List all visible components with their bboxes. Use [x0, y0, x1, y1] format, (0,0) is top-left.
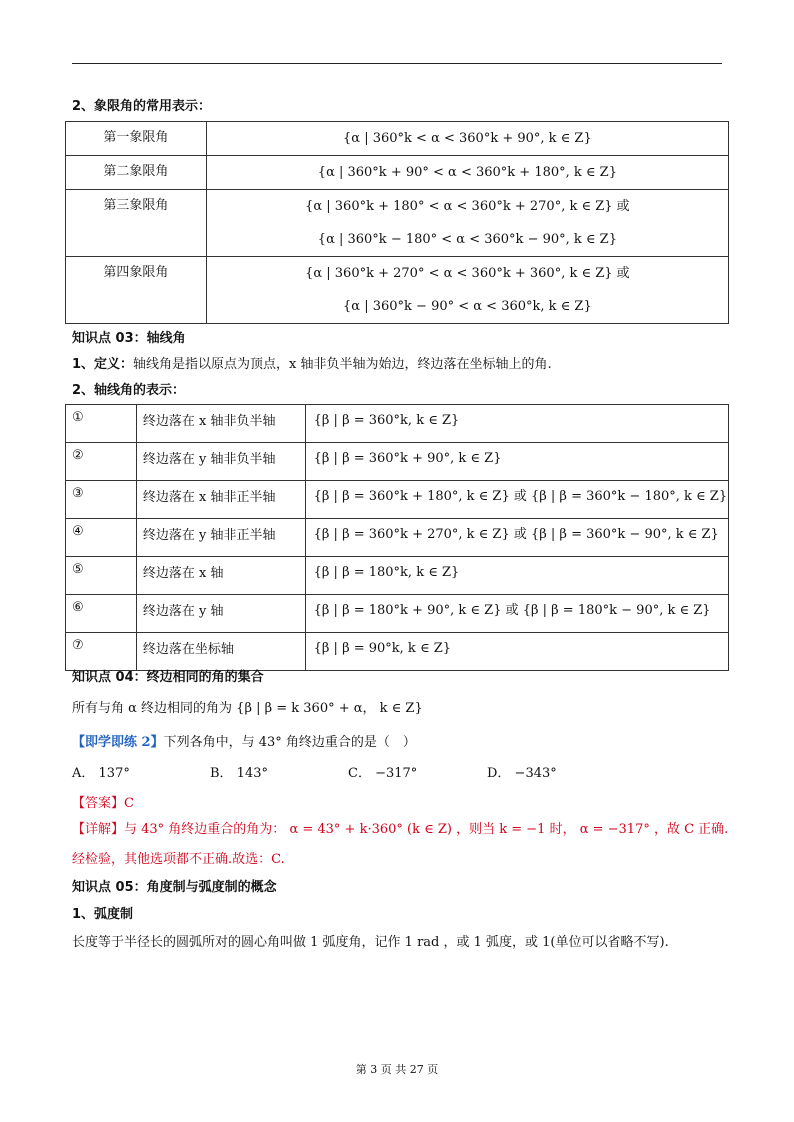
- kp05-title: 知识点 05：角度制与弧度制的概念: [72, 880, 277, 895]
- option-c: C． −317°: [348, 766, 418, 781]
- row-description: 终边落在坐标轴: [136, 633, 305, 671]
- row-set: {β | β = 360°k, k ∈ Z}: [305, 405, 728, 443]
- option-a: A． 137°: [72, 766, 130, 781]
- table-row: [66, 633, 729, 671]
- table-row: [66, 519, 729, 557]
- row-description: 终边落在 y 轴: [136, 595, 305, 633]
- row-number: ③: [66, 481, 137, 519]
- kp04-text: 所有与角 α 终边相同的角为 {β | β = k 360° + α， k ∈ Z}: [72, 701, 423, 716]
- detail-line-2: 经检验，其他选项都不正确.故选：C.: [72, 852, 285, 867]
- kp03-def-label: 1、定义：: [72, 357, 134, 372]
- answer-line: 【答案】C: [72, 796, 134, 811]
- row-number: ⑥: [66, 595, 137, 633]
- table-row: [66, 257, 729, 324]
- table-row: [66, 156, 729, 190]
- row-description: 终边落在 y 轴非正半轴: [136, 519, 305, 557]
- quadrant-set: {α | 360°k < α < 360°k + 90°, k ∈ Z}: [343, 131, 592, 146]
- row-set: {β | β = 360°k + 270°, k ∈ Z} 或 {β | β = 360°k − 90°, k ∈ Z}: [305, 519, 728, 557]
- practice-question: 下列各角中，与 43° 角终边重合的是（ ）: [163, 735, 416, 750]
- table-row: [66, 481, 729, 519]
- quadrant-name: 第二象限角: [66, 156, 207, 190]
- table-row: [66, 595, 729, 633]
- kp04-title: 知识点 04：终边相同的角的集合: [72, 670, 264, 685]
- option-b: B． 143°: [210, 766, 268, 781]
- table-row: [66, 190, 729, 257]
- row-number: ⑤: [66, 557, 137, 595]
- quadrant-set: {α | 360°k + 90° < α < 360°k + 180°, k ∈ Z}: [317, 165, 617, 180]
- table-row: [66, 443, 729, 481]
- row-number: ②: [66, 443, 137, 481]
- table-row: [66, 557, 729, 595]
- quadrant-set: {α | 360°k − 90° < α < 360°k, k ∈ Z}: [343, 299, 592, 314]
- quadrant-set: {α | 360°k − 180° < α < 360°k − 90°, k ∈ Z}: [317, 232, 617, 247]
- section-title-quadrant: 2、象限角的常用表示：: [72, 99, 212, 114]
- table-row: [66, 122, 729, 156]
- quadrant-name: 第一象限角: [66, 122, 207, 156]
- kp05-sub1: 1、弧度制: [72, 907, 134, 922]
- row-set: {β | β = 180°k, k ∈ Z}: [305, 557, 728, 595]
- row-description: 终边落在 x 轴非负半轴: [136, 405, 305, 443]
- row-number: ①: [66, 405, 137, 443]
- row-set: {β | β = 90°k, k ∈ Z}: [305, 633, 728, 671]
- header-rule: [72, 63, 722, 64]
- row-description: 终边落在 y 轴非负半轴: [136, 443, 305, 481]
- quadrant-set: {α | 360°k + 270° < α < 360°k + 360°, k ∈ Z} 或: [305, 266, 630, 281]
- practice-line: [72, 731, 416, 750]
- row-description: 终边落在 x 轴: [136, 557, 305, 595]
- option-d: D． −343°: [487, 766, 557, 781]
- axis-angle-table: [65, 404, 729, 671]
- quadrant-set: {α | 360°k + 180° < α < 360°k + 270°, k ∈ Z} 或: [305, 199, 630, 214]
- row-set: {β | β = 360°k + 180°, k ∈ Z} 或 {β | β = 360°k − 180°, k ∈ Z}: [305, 481, 728, 519]
- kp03-definition: [72, 353, 552, 372]
- table-row: [66, 405, 729, 443]
- kp03-sub2: 2、轴线角的表示：: [72, 383, 186, 398]
- row-number: ④: [66, 519, 137, 557]
- quadrant-table: [65, 121, 729, 324]
- practice-tag: 【即学即练 2】: [72, 735, 164, 750]
- kp03-title: 知识点 03：轴线角: [72, 331, 186, 346]
- kp03-def-text: 轴线角是指以原点为顶点，x 轴非负半轴为始边，终边落在坐标轴上的角.: [133, 357, 552, 372]
- page-footer: 第 3 页 共 27 页: [355, 1063, 439, 1076]
- row-set: {β | β = 360°k + 90°, k ∈ Z}: [305, 443, 728, 481]
- row-set: {β | β = 180°k + 90°, k ∈ Z} 或 {β | β = 180°k − 90°, k ∈ Z}: [305, 595, 728, 633]
- quadrant-name: 第三象限角: [66, 190, 207, 257]
- row-description: 终边落在 x 轴非正半轴: [136, 481, 305, 519]
- row-number: ⑦: [66, 633, 137, 671]
- kp05-text: 长度等于半径长的圆弧所对的圆心角叫做 1 弧度角，记作 1 rad ，或 1 弧度，或 1(单位可以省略不写).: [72, 935, 669, 950]
- detail-line-1: 【详解】与 43° 角终边重合的角为： α = 43° + k·360° (k ∈ Z) ，则当 k = −1 时， α = −317° ，故 C 正确.: [72, 822, 729, 837]
- quadrant-name: 第四象限角: [66, 257, 207, 324]
